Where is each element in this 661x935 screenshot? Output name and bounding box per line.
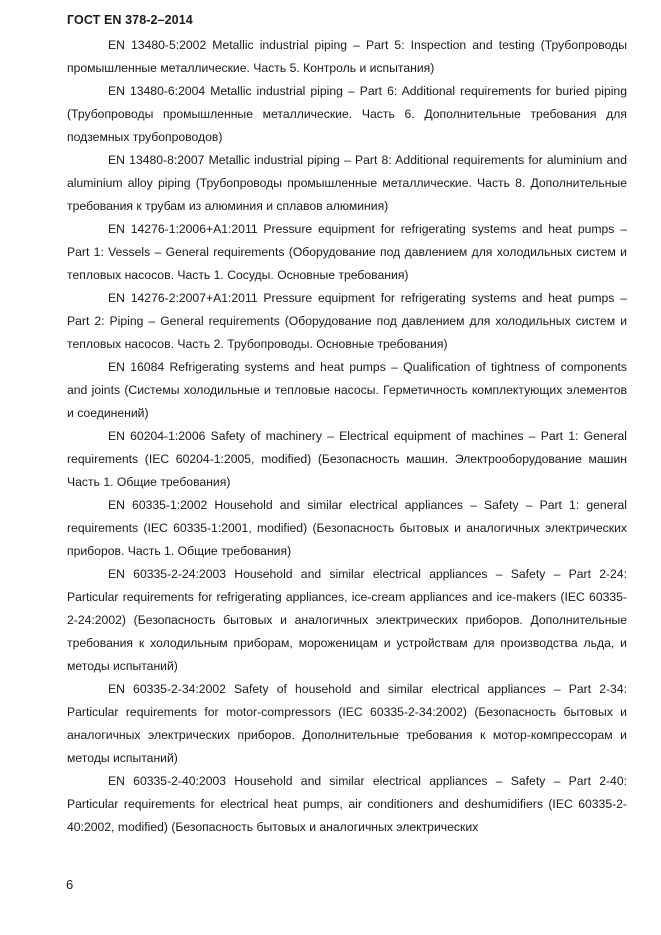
page-number: 6 (66, 877, 74, 892)
reference-entry: EN 60335-2-40:2003 Household and similar electrical appliances – Safety – Part 2-40: Particular requirements for electrical heat pumps, air conditioners and deshumidifiers (IEC 60335-2-40:2002, modified) (Безопасность бытовых и аналогичных электрических (67, 774, 627, 834)
reference-entry: EN 14276-2:2007+A1:2011 Pressure equipment for refrigerating systems and heat pumps – Part 2: Piping – General requirements (Оборудование под давлением для холодильных систем и тепловых насосов. Часть 2. Трубопроводы. Основные требования) (67, 291, 627, 351)
reference-entry: EN 13480-6:2004 Metallic industrial piping – Part 6: Additional requirements for buried piping (Трубопроводы промышленные металлические. Часть 6. Дополнительные требования для подземных трубопроводов) (67, 84, 627, 144)
reference-entry: EN 60335-2-24:2003 Household and similar electrical appliances – Safety – Part 2-24: Particular requirements for refrigerating appliances, ice-cream appliances and ice-makers (IEC 60335-2-24:2002) (Безопасность бытовых и аналогичных электрических приборов. Дополнительные требования к холодильным приборам, мороженицам и устройствам для производства льда, и методы испытаний) (67, 567, 627, 673)
reference-entry: EN 60204-1:2006 Safety of machinery – Electrical equipment of machines – Part 1: General requirements (IEC 60204-1:2005, modified) (Безопасность машин. Электрооборудование машин Часть 1. Общие требования) (67, 429, 627, 489)
page-header-title: ГОСТ EN 378-2–2014 (67, 13, 193, 27)
reference-entry: EN 16084 Refrigerating systems and heat pumps – Qualification of tightness of components and joints (Системы холодильные и тепловые насосы. Герметичность комплектующих элементов и соединений) (67, 360, 627, 420)
reference-entry: EN 14276-1:2006+A1:2011 Pressure equipment for refrigerating systems and heat pumps – Part 1: Vessels – General requirements (Оборудование под давлением для холодильных систем и тепловых насосов. Часть 1. Сосуды. Основные требования) (67, 222, 627, 282)
reference-entry: EN 13480-8:2007 Metallic industrial piping – Part 8: Additional requirements for aluminium and aluminium alloy piping (Трубопроводы промышленные металлические. Часть 8. Дополнительные требования к трубам из алюминия и сплавов алюминия) (67, 153, 627, 213)
references-list (67, 34, 627, 839)
reference-entry: EN 13480-5:2002 Metallic industrial piping – Part 5: Inspection and testing (Трубопроводы промышленные металлические. Часть 5. Контроль и испытания) (67, 38, 627, 75)
reference-entry: EN 60335-2-34:2002 Safety of household and similar electrical appliances – Part 2-34: Particular requirements for motor-compressors (IEC 60335-2-34:2002) (Безопасность бытовых и аналогичных электрических приборов. Дополнительные требования к мотор-компрессорам и методы испытаний) (67, 682, 627, 765)
reference-entry: EN 60335-1:2002 Household and similar electrical appliances – Safety – Part 1: general requirements (IEC 60335-1:2001, modified) (Безопасность бытовых и аналогичных электрических приборов. Часть 1. Общие требования) (67, 498, 627, 558)
